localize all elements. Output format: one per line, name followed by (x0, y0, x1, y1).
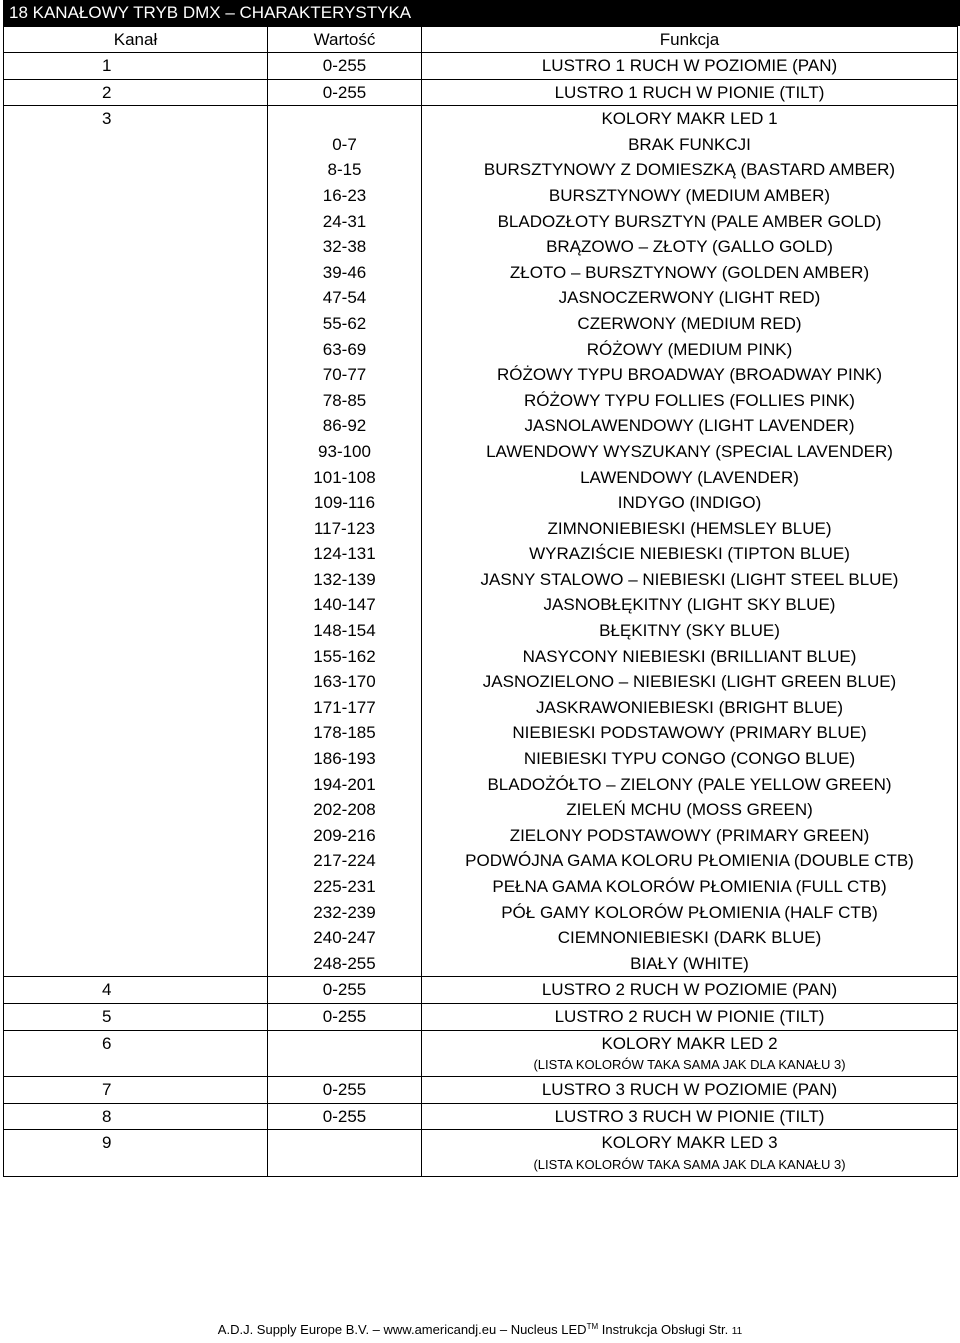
function-label: LUSTRO 3 RUCH W POZIOMIE (PAN) (541, 1080, 838, 1100)
range-function: NASYCONY NIEBIESKI (BRILLIANT BLUE) (522, 646, 857, 666)
range-value: 171-177 (313, 697, 376, 717)
function-label: LUSTRO 3 RUCH W PIONIE (TILT) (554, 1106, 825, 1126)
channel-number: 7 (102, 1080, 112, 1100)
function-title: KOLORY MAKR LED 1 (601, 109, 778, 129)
table-row (4, 1077, 958, 1104)
range-value: 8-15 (327, 160, 362, 180)
range-value: 248-255 (313, 953, 376, 973)
function-cell (422, 1103, 958, 1130)
channel-number: 6 (102, 1033, 112, 1053)
range-function: BRĄZOWO – ZŁOTY (GALLO GOLD) (546, 237, 833, 257)
range-function: NIEBIESKI TYPU CONGO (CONGO BLUE) (523, 749, 856, 769)
channel-cell (4, 1003, 268, 1030)
function-label: LUSTRO 2 RUCH W POZIOMIE (PAN) (541, 980, 838, 1000)
table-row (4, 1030, 958, 1077)
channel-number: 5 (102, 1006, 112, 1026)
function-label: LUSTRO 1 RUCH W POZIOMIE (PAN) (541, 56, 838, 75)
range-function: INDYGO (INDIGO) (617, 493, 762, 513)
page-number: 11 (731, 1326, 743, 1337)
range-function: WYRAZIŚCIE NIEBIESKI (TIPTON BLUE) (529, 544, 850, 564)
function-label: LUSTRO 1 RUCH W PIONIE (TILT) (554, 82, 825, 102)
value-range (268, 1130, 421, 1156)
value-range: 0-255 (322, 82, 367, 102)
range-value: 63-69 (322, 339, 367, 359)
function-cell (422, 1030, 958, 1077)
range-value: 32-38 (322, 237, 367, 257)
header-channel: Kanał (4, 27, 268, 53)
function-label: LUSTRO 2 RUCH W PIONIE (TILT) (554, 1006, 825, 1026)
range-value: 209-216 (313, 825, 376, 845)
value-cell (268, 1077, 422, 1104)
table-row (4, 106, 958, 977)
range-function: RÓŻOWY TYPU BROADWAY (BROADWAY PINK) (496, 365, 883, 385)
footer-text: A.D.J. Supply Europe B.V. – www.americandj.eu – Nucleus LED (217, 1322, 587, 1337)
table-row (4, 79, 958, 106)
table-row (4, 1003, 958, 1030)
range-function: JASNOLAWENDOWY (LIGHT LAVENDER) (524, 416, 855, 436)
channel-cell (4, 1103, 268, 1130)
range-value: 78-85 (322, 390, 367, 410)
channel-cell (4, 53, 268, 80)
channel-cell (4, 977, 268, 1004)
range-value: 240-247 (313, 928, 376, 948)
channel-number: 3 (102, 109, 112, 129)
range-function: JASKRAWONIEBIESKI (BRIGHT BLUE) (535, 697, 843, 717)
value-cell (268, 977, 422, 1004)
range-function: CIEMNONIEBIESKI (DARK BLUE) (557, 928, 822, 948)
channel-number: 1 (102, 56, 112, 75)
table-header-row (4, 27, 958, 53)
range-value: 0-7 (332, 134, 357, 154)
value-range (268, 1031, 421, 1057)
range-function: ZIELEŃ MCHU (MOSS GREEN) (566, 800, 813, 820)
footer-text-2: Instrukcja Obsługi Str. (598, 1322, 732, 1337)
header-function: Funkcja (422, 27, 958, 53)
channel-cell (4, 1030, 268, 1077)
table-row (4, 1103, 958, 1130)
range-value: 124-131 (313, 544, 376, 564)
range-function: JASNOZIELONO – NIEBIESKI (LIGHT GREEN BLUE) (482, 672, 897, 692)
function-cell (422, 1077, 958, 1104)
function-cell (422, 1003, 958, 1030)
range-function: BURSZTYNOWY (MEDIUM AMBER) (548, 185, 831, 205)
range-function: JASNOCZERWONY (LIGHT RED) (558, 288, 821, 308)
table-row (4, 977, 958, 1004)
value-cell (268, 1003, 422, 1030)
range-function: RÓŻOWY (MEDIUM PINK) (586, 339, 793, 359)
range-function: PEŁNA GAMA KOLORÓW PŁOMIENIA (FULL CTB) (492, 877, 887, 896)
value-cell (268, 1103, 422, 1130)
value-cell (268, 1030, 422, 1077)
range-function: ZIMNONIEBIESKI (HEMSLEY BLUE) (547, 518, 832, 538)
range-function: BLADOZŁOTY BURSZTYN (PALE AMBER GOLD) (497, 211, 882, 231)
range-value: 93-100 (318, 441, 371, 461)
range-function: ZŁOTO – BURSZTYNOWY (GOLDEN AMBER) (509, 262, 870, 282)
range-function: LAWENDOWY WYSZUKANY (SPECIAL LAVENDER) (486, 441, 893, 461)
range-value: 194-201 (313, 774, 376, 794)
range-value: 117-123 (313, 518, 376, 538)
range-value: 217-224 (313, 851, 376, 871)
value-cell (268, 1130, 422, 1177)
trademark-mark: TM (586, 1322, 599, 1331)
range-function: BIAŁY (WHITE) (630, 953, 749, 973)
channel-cell (4, 1077, 268, 1104)
range-function: JASNOBŁĘKITNY (LIGHT SKY BLUE) (543, 595, 836, 615)
channel-number: 4 (102, 980, 112, 1000)
page-footer (0, 1322, 960, 1337)
range-function: LAWENDOWY (LAVENDER) (580, 467, 799, 487)
range-function: BŁĘKITNY (SKY BLUE) (599, 621, 780, 641)
range-value: 101-108 (313, 467, 376, 487)
range-function: ZIELONY PODSTAWOWY (PRIMARY GREEN) (509, 825, 870, 845)
range-function: RÓŻOWY TYPU FOLLIES (FOLLIES PINK) (524, 390, 855, 410)
value-spacer (268, 106, 421, 132)
range-function: BURSZTYNOWY Z DOMIESZKĄ (BASTARD AMBER) (483, 160, 896, 180)
value-range: 0-255 (322, 56, 367, 75)
value-cell (268, 53, 422, 80)
range-value: 225-231 (313, 877, 376, 896)
function-label: KOLORY MAKR LED 3 (601, 1133, 778, 1153)
value-cell (268, 106, 422, 977)
range-value: 155-162 (313, 646, 376, 666)
header-value: Wartość (268, 27, 422, 53)
value-cell (268, 79, 422, 106)
range-function: BLADOŻÓŁTO – ZIELONY (PALE YELLOW GREEN) (487, 774, 892, 794)
value-range: 0-255 (322, 1006, 367, 1026)
function-note: (LISTA KOLORÓW TAKA SAMA JAK DLA KANAŁU 3) (533, 1156, 846, 1172)
range-value: 39-46 (322, 262, 367, 282)
range-value: 163-170 (313, 672, 376, 692)
function-cell (422, 53, 958, 80)
range-value: 202-208 (313, 800, 376, 820)
value-range: 0-255 (322, 980, 367, 1000)
range-value: 148-154 (313, 621, 376, 641)
channel-number: 8 (102, 1106, 112, 1126)
function-cell (422, 79, 958, 106)
range-value: 232-239 (313, 902, 376, 922)
range-value: 132-139 (313, 569, 376, 589)
channel-cell (4, 79, 268, 106)
range-value: 24-31 (322, 211, 367, 231)
range-function: NIEBIESKI PODSTAWOWY (PRIMARY BLUE) (512, 723, 867, 743)
function-cell (422, 1130, 958, 1177)
channel-cell (4, 1130, 268, 1177)
page-title: 18 KANAŁOWY TRYB DMX – CHARAKTERYSTYKA (3, 0, 960, 26)
range-function: PODWÓJNA GAMA KOLORU PŁOMIENIA (DOUBLE CTB) (465, 851, 914, 871)
value-range: 0-255 (322, 1106, 367, 1126)
range-function: JASNY STALOWO – NIEBIESKI (LIGHT STEEL BLUE) (480, 569, 899, 589)
channel-number: 9 (102, 1133, 112, 1153)
function-note: (LISTA KOLORÓW TAKA SAMA JAK DLA KANAŁU 3) (533, 1057, 846, 1073)
range-function: BRAK FUNKCJI (628, 134, 751, 154)
range-value: 70-77 (322, 365, 367, 385)
function-cell (422, 106, 958, 977)
range-value: 16-23 (322, 185, 367, 205)
range-value: 109-116 (313, 493, 376, 513)
value-range: 0-255 (322, 1080, 367, 1100)
channel-number: 2 (102, 82, 112, 102)
dmx-channel-table (3, 26, 958, 1177)
range-value: 178-185 (313, 723, 376, 743)
table-row (4, 1130, 958, 1177)
table-row (4, 53, 958, 80)
range-value: 55-62 (322, 313, 367, 333)
range-function: CZERWONY (MEDIUM RED) (577, 313, 802, 333)
range-function: PÓŁ GAMY KOLORÓW PŁOMIENIA (HALF CTB) (501, 902, 878, 922)
channel-cell (4, 106, 268, 977)
range-value: 140-147 (313, 595, 376, 615)
function-cell (422, 977, 958, 1004)
function-label: KOLORY MAKR LED 2 (601, 1033, 778, 1053)
range-value: 47-54 (322, 288, 367, 308)
range-value: 186-193 (313, 749, 376, 769)
range-value: 86-92 (322, 416, 367, 436)
